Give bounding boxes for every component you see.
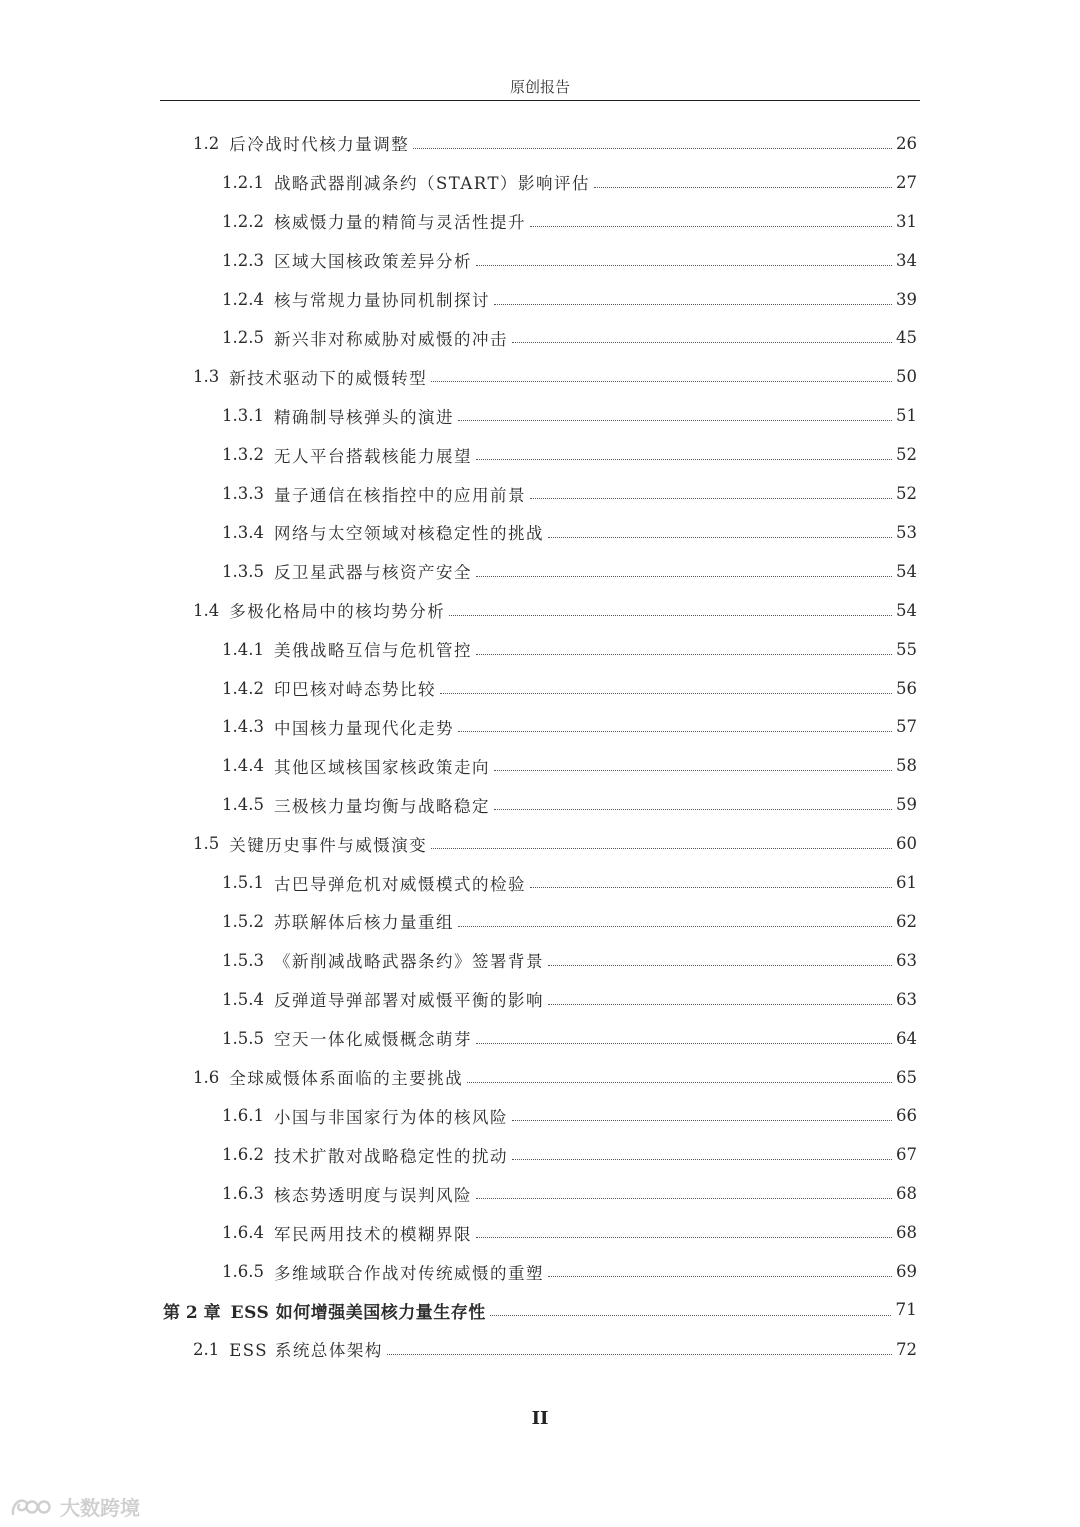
toc-entry-title: 新兴非对称威胁对威慑的冲击	[273, 329, 508, 349]
toc-entry-page: 53	[896, 522, 917, 542]
toc-entry-title: 三极核力量均衡与战略稳定	[273, 796, 490, 816]
toc-dot-leader	[467, 1082, 892, 1083]
toc-entry-page: 69	[896, 1262, 917, 1282]
toc-entry-page: 27	[896, 172, 917, 192]
toc-dot-leader	[476, 265, 892, 266]
toc-entry-title: 战略武器削减条约（START）影响评估	[273, 174, 590, 194]
toc-dot-leader	[594, 187, 892, 188]
toc-entry-page: 61	[896, 873, 917, 893]
toc-entry-title: 多维域联合作战对传统威慑的重塑	[273, 1263, 544, 1283]
toc-entry-title: 核态势透明度与误判风险	[273, 1185, 472, 1205]
toc-entry-page: 55	[896, 639, 917, 659]
toc-entry-title: 精确制导核弹头的演进	[273, 407, 454, 427]
toc-entry-number: 1.3.5	[222, 561, 264, 581]
toc-entry-page: 68	[896, 1223, 917, 1243]
toc-entry-number: 1.6	[193, 1067, 220, 1087]
toc-entry-number: 1.2.3	[222, 250, 264, 270]
toc-entry[interactable]	[222, 280, 917, 319]
toc-entry-number: 1.5.5	[222, 1028, 264, 1048]
toc-entry-title: 无人平台搭载核能力展望	[273, 446, 472, 466]
toc-entry[interactable]	[222, 708, 917, 747]
toc-entry-page: 71	[895, 1300, 917, 1321]
toc-entry-page: 58	[896, 756, 917, 776]
toc-entry-title: 古巴导弹危机对威慑模式的检验	[273, 874, 526, 894]
toc-dot-leader	[548, 537, 892, 538]
toc-entry[interactable]	[222, 1174, 917, 1213]
toc-entry-title: 反卫星武器与核资产安全	[273, 563, 472, 583]
toc-entry[interactable]	[222, 669, 917, 708]
toc-dot-leader	[476, 1237, 892, 1238]
toc-dot-leader	[476, 654, 892, 655]
toc-entry-title: 全球威慑体系面临的主要挑战	[229, 1069, 464, 1089]
toc-dot-leader	[476, 1043, 892, 1044]
toc-entry[interactable]	[222, 630, 917, 669]
toc-dot-leader	[458, 420, 892, 421]
toc-entry-title: 量子通信在核指控中的应用前景	[273, 485, 526, 505]
toc-dot-leader	[548, 1276, 892, 1277]
toc-entry[interactable]	[222, 319, 917, 358]
toc-dot-leader	[413, 148, 892, 149]
toc-entry-page: 72	[896, 1339, 917, 1359]
toc-entry[interactable]	[193, 1330, 917, 1369]
toc-entry-number: 1.3.1	[222, 406, 264, 426]
toc-entry-title: 网络与太空领域对核稳定性的挑战	[273, 524, 544, 544]
toc-entry-title: 核与常规力量协同机制探讨	[273, 291, 490, 311]
toc-entry-page: 59	[896, 795, 917, 815]
toc-dot-leader	[530, 226, 892, 227]
toc-entry-title: 关键历史事件与威慑演变	[229, 835, 428, 855]
toc-entry-title: 军民两用技术的模糊界限	[273, 1224, 472, 1244]
toc-entry-number: 1.2.2	[222, 211, 264, 231]
toc-entry-title: 印巴核对峙态势比较	[273, 680, 436, 700]
toc-dot-leader	[490, 1315, 892, 1316]
toc-entry-number: 1.5.4	[222, 989, 264, 1009]
toc-dot-leader	[440, 693, 892, 694]
toc-entry[interactable]	[222, 1097, 917, 1136]
toc-entry-number: 1.4.1	[222, 639, 264, 659]
toc-dot-leader	[494, 304, 892, 305]
toc-entry-number: 1.5.2	[222, 911, 264, 931]
toc-entry-title: ESS 如何增强美国核力量生存性	[230, 1302, 486, 1323]
toc-entry-page: 62	[896, 911, 917, 931]
toc-entry[interactable]	[193, 591, 917, 630]
toc-entry-number: 第 2 章	[163, 1302, 221, 1323]
toc-entry-page: 54	[896, 600, 917, 620]
toc-entry-number: 1.6.3	[222, 1184, 264, 1204]
toc-entry-page: 26	[896, 133, 917, 153]
toc-entry-page: 50	[896, 367, 917, 387]
toc-entry-title: 后冷战时代核力量调整	[229, 135, 410, 155]
toc-entry-title: 美俄战略互信与危机管控	[273, 641, 472, 661]
toc-entry[interactable]	[222, 941, 917, 980]
toc-entry-page: 56	[896, 678, 917, 698]
toc-entry-title: 区域大国核政策差异分析	[273, 252, 472, 272]
toc-entry-page: 67	[896, 1145, 917, 1165]
toc-entry-number: 1.3.4	[222, 522, 264, 542]
toc-entry-title: 多极化格局中的核均势分析	[229, 602, 446, 622]
toc-entry[interactable]	[222, 746, 917, 785]
toc-dot-leader	[548, 1004, 892, 1005]
toc-entry-number: 1.3	[193, 367, 220, 387]
toc-entry-number: 1.3.2	[222, 445, 264, 465]
toc-entry-page: 65	[896, 1067, 917, 1087]
toc-entry-number: 1.2.5	[222, 328, 264, 348]
page-number: II	[531, 1408, 549, 1429]
toc-entry[interactable]	[222, 163, 917, 202]
toc-entry-page: 31	[896, 211, 917, 231]
toc-entry-number: 1.4.2	[222, 678, 264, 698]
toc-entry[interactable]	[193, 1058, 917, 1097]
toc-entry-page: 45	[896, 328, 917, 348]
watermark	[10, 1492, 140, 1521]
toc-entry[interactable]	[222, 980, 917, 1019]
toc-dot-leader	[449, 615, 892, 616]
toc-entry-page: 57	[896, 717, 917, 737]
toc-chapter-entry[interactable]	[163, 1291, 917, 1330]
toc-entry-number: 1.6.4	[222, 1223, 264, 1243]
toc-entry-page: 52	[896, 484, 917, 504]
toc-entry-number: 1.2	[193, 133, 220, 153]
toc-dot-leader	[512, 1120, 892, 1121]
toc-entry[interactable]	[222, 241, 917, 280]
toc-entry[interactable]	[222, 785, 917, 824]
toc-entry-page: 63	[896, 989, 917, 1009]
header-rule	[160, 100, 920, 101]
toc-entry-page: 66	[896, 1106, 917, 1126]
toc-entry-number: 1.6.2	[222, 1145, 264, 1165]
toc-entry[interactable]	[222, 552, 917, 591]
toc-entry[interactable]	[193, 824, 917, 863]
toc-entry-page: 60	[896, 834, 917, 854]
toc-entry-title: 技术扩散对战略稳定性的扰动	[273, 1146, 508, 1166]
toc-entry-number: 1.2.1	[222, 172, 264, 192]
toc-entry-number: 1.4.5	[222, 795, 264, 815]
toc-dot-leader	[494, 809, 892, 810]
toc-entry-title: 新技术驱动下的威慑转型	[229, 368, 428, 388]
toc-entry-number: 1.5.1	[222, 873, 264, 893]
toc-entry-page: 63	[896, 950, 917, 970]
toc-dot-leader	[530, 498, 892, 499]
toc-entry-page: 34	[896, 250, 917, 270]
toc-dot-leader	[512, 342, 892, 343]
toc-entry-number: 1.4	[193, 600, 220, 620]
toc-dot-leader	[476, 459, 892, 460]
toc-entry-number: 1.5.3	[222, 950, 264, 970]
toc-entry-number: 2.1	[193, 1339, 220, 1359]
toc-entry-title: 苏联解体后核力量重组	[273, 913, 454, 933]
toc-entry-number: 1.3.3	[222, 484, 264, 504]
toc-entry-title: ESS 系统总体架构	[229, 1341, 383, 1361]
toc-entry-page: 39	[896, 289, 917, 309]
toc-entry-number: 1.4.3	[222, 717, 264, 737]
toc-dot-leader	[476, 1198, 892, 1199]
toc-dot-leader	[548, 965, 892, 966]
toc-entry[interactable]	[222, 902, 917, 941]
toc-entry[interactable]	[222, 474, 917, 513]
toc-entry-page: 54	[896, 561, 917, 581]
toc-entry-number: 1.6.1	[222, 1106, 264, 1126]
toc-entry-title: 反弹道导弹部署对威慑平衡的影响	[273, 991, 544, 1011]
toc-entry[interactable]	[222, 1252, 917, 1291]
toc-dot-leader	[512, 1159, 892, 1160]
toc-entry[interactable]	[222, 513, 917, 552]
toc-entry[interactable]	[222, 1019, 917, 1058]
toc-entry-title: 小国与非国家行为体的核风险	[273, 1107, 508, 1127]
watermark-text: 大数跨境	[60, 1496, 140, 1520]
toc-dot-leader	[494, 770, 892, 771]
toc-dot-leader	[458, 926, 892, 927]
toc-dot-leader	[530, 887, 892, 888]
toc-entry-title: 空天一体化威慑概念萌芽	[273, 1030, 472, 1050]
watermark-logo-icon	[10, 1496, 54, 1518]
toc-entry[interactable]	[193, 124, 917, 163]
toc-entry-title: 其他区域核国家核政策走向	[273, 757, 490, 777]
toc-entry-title: 《新削减战略武器条约》签署背景	[273, 952, 544, 972]
toc-dot-leader	[431, 848, 892, 849]
running-header: 原创报告	[509, 78, 570, 96]
toc-entry-number: 1.6.5	[222, 1262, 264, 1282]
toc-dot-leader	[431, 381, 892, 382]
toc-dot-leader	[476, 576, 892, 577]
toc-entry-page: 68	[896, 1184, 917, 1204]
toc-entry-title: 核威慑力量的精简与灵活性提升	[273, 213, 526, 233]
toc-entry-number: 1.4.4	[222, 756, 264, 776]
toc-entry-page: 51	[896, 406, 917, 426]
toc-entry-page: 64	[896, 1028, 917, 1048]
toc-entry-number: 1.2.4	[222, 289, 264, 309]
toc-dot-leader	[458, 731, 892, 732]
toc-entry[interactable]	[222, 863, 917, 902]
toc-dot-leader	[387, 1354, 892, 1355]
toc-entry-number: 1.5	[193, 834, 220, 854]
toc-entry[interactable]	[222, 435, 917, 474]
toc-entry[interactable]	[222, 202, 917, 241]
toc-entry[interactable]	[193, 357, 917, 396]
toc-entry[interactable]	[222, 396, 917, 435]
toc-entry[interactable]	[222, 1213, 917, 1252]
toc-entry[interactable]	[222, 1135, 917, 1174]
toc-entry-page: 52	[896, 445, 917, 465]
toc-entry-title: 中国核力量现代化走势	[273, 718, 454, 738]
